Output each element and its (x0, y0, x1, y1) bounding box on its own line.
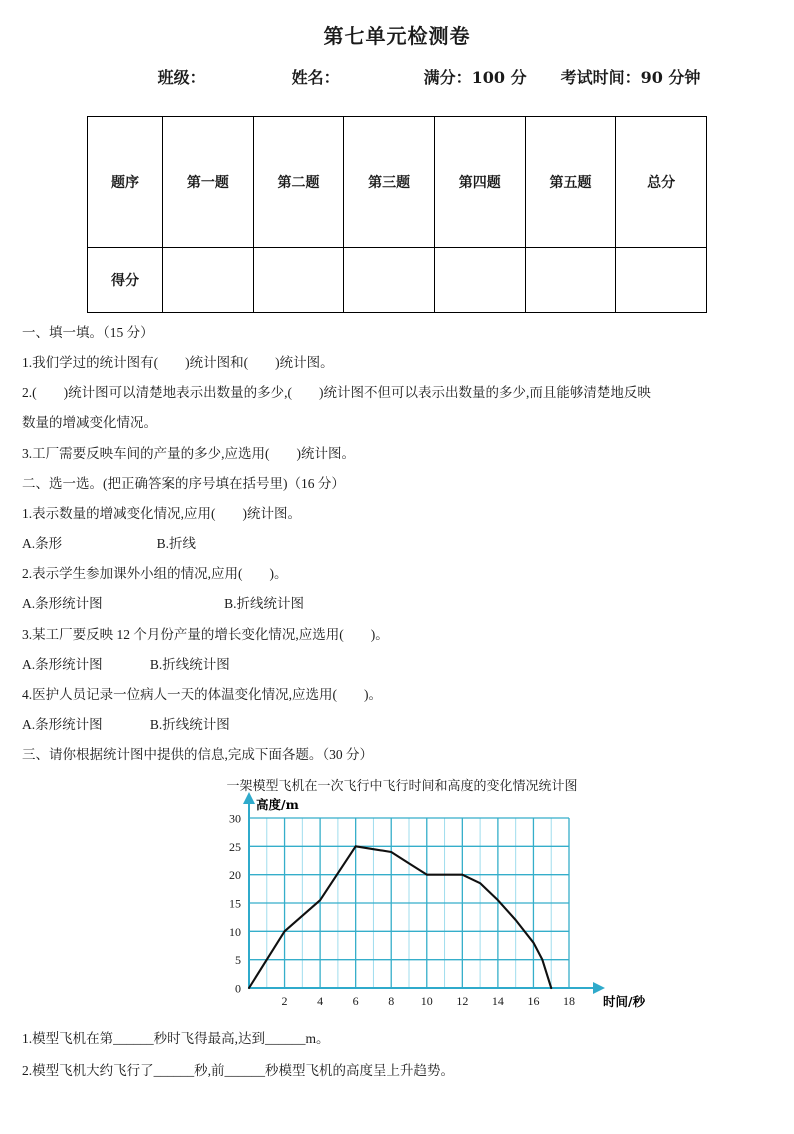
score-cell-total[interactable] (616, 248, 707, 313)
row-label-index: 题序 (88, 117, 163, 248)
flight-height-line-chart (197, 796, 646, 1021)
chart-questions (22, 1029, 772, 1079)
y-tick-label: 0 (235, 981, 241, 996)
page-title: 第七单元检测卷 (323, 26, 471, 48)
exam-time-label: 考试时间：90 分钟 (560, 68, 701, 87)
y-tick-label: 15 (229, 896, 241, 911)
col-header-q5: 第五题 (525, 117, 616, 248)
x-axis-label: 时间/秒 (603, 994, 646, 1010)
exam-info-line (0, 65, 794, 88)
score-table (87, 116, 707, 313)
score-cell-q5[interactable] (525, 248, 616, 313)
section2-item-1-options: A.条形 B.折线 (22, 536, 197, 552)
x-tick-label: 18 (563, 994, 575, 1009)
score-cell-q4[interactable] (434, 248, 525, 313)
x-tick-label: 2 (281, 994, 288, 1009)
y-tick-label: 30 (229, 811, 241, 826)
section1-item-2-cont: 数量的增减变化情况。 (22, 415, 157, 431)
section1-item-3: 3.工厂需要反映车间的产量的多少,应选用( )统计图。 (22, 445, 355, 461)
section2-item-3: 3.某工厂要反映 12 个月份产量的增长变化情况,应选用( )。 (22, 626, 389, 642)
chart-title: 一架模型飞机在一次飞行中飞行时间和高度的变化情况统计图 (226, 778, 578, 794)
y-tick-label: 20 (229, 868, 241, 883)
x-tick-label: 6 (352, 994, 359, 1009)
worksheet-page (0, 12, 794, 1134)
section1-item-1: 1.我们学过的统计图有( )统计图和( )统计图。 (22, 355, 334, 371)
section2-item-1: 1.表示数量的增减变化情况,应用( )统计图。 (22, 505, 301, 521)
section2-item-4: 4.医护人员记录一位病人一天的体温变化情况,应选用( )。 (22, 686, 382, 702)
col-header-q4: 第四题 (434, 117, 525, 248)
data-series-line (249, 847, 551, 989)
name-label: 姓名： (291, 68, 340, 87)
col-header-q3: 第三题 (344, 117, 435, 248)
full-score-label: 满分：100 分 (423, 68, 527, 87)
x-tick-label: 8 (388, 994, 395, 1009)
y-tick-label: 5 (235, 953, 241, 968)
section2-item-4-options: A.条形统计图 B.折线统计图 (22, 717, 230, 733)
col-header-q2: 第二题 (253, 117, 344, 248)
score-cell-q1[interactable] (163, 248, 254, 313)
x-tick-label: 12 (456, 994, 469, 1009)
table-row-score (88, 248, 707, 313)
table-row-header (88, 117, 707, 248)
class-label: 班级： (157, 68, 206, 87)
chart-question-1: 1.模型飞机在第______秒时飞得最高,达到______m。 (22, 1031, 330, 1047)
col-header-total: 总分 (616, 117, 707, 248)
x-tick-label: 14 (491, 994, 504, 1009)
section1-item-2: 2.( )统计图可以清楚地表示出数量的多少,( )统计图不但可以表示出数量的多少,而且能够清楚地反映 (22, 385, 651, 401)
row-label-score: 得分 (88, 248, 163, 313)
x-tick-label: 4 (317, 994, 324, 1009)
col-header-q1: 第一题 (163, 117, 254, 248)
section2-item-2-options: A.条形统计图 B.折线统计图 (22, 596, 305, 612)
section-heading-1: 一、填一填。（15 分） (22, 325, 154, 340)
score-cell-q2[interactable] (253, 248, 344, 313)
chart-holder (197, 796, 646, 1021)
x-tick-label: 10 (420, 994, 433, 1009)
y-tick-label: 25 (229, 840, 241, 855)
section-heading-3: 三、请你根据统计图中提供的信息,完成下面各题。（30 分） (22, 747, 373, 763)
section2-item-3-options: A.条形统计图 B.折线统计图 (22, 656, 230, 672)
section2-item-2: 2.表示学生参加课外小组的情况,应用( )。 (22, 566, 288, 582)
chart-question-2: 2.模型飞机大约飞行了______秒,前______秒模型飞机的高度呈上升趋势。 (22, 1062, 454, 1078)
y-axis-label: 高度/m (256, 797, 299, 813)
score-cell-q3[interactable] (344, 248, 435, 313)
statistics-chart-block (0, 775, 794, 1025)
x-tick-label: 16 (527, 994, 540, 1009)
section-heading-2: 二、选一选。(把正确答案的序号填在括号里)（16 分） (22, 475, 345, 491)
y-tick-label: 10 (229, 925, 241, 940)
worksheet-body (22, 323, 772, 764)
